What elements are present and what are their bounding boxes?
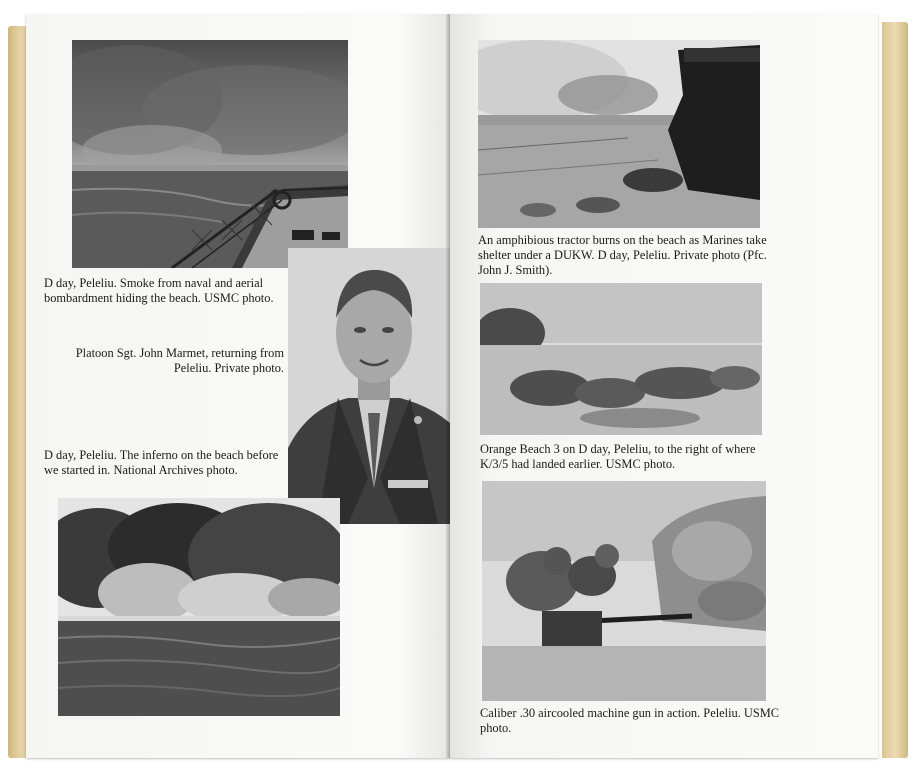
caption-marmet: Platoon Sgt. John Marmet, returning from Peleliu. Private photo. — [75, 346, 284, 375]
left-page — [26, 14, 450, 758]
right-page-edges — [882, 22, 908, 758]
caption-smoke: D day, Peleliu. Smoke from naval and aerial bombardment hiding the beach. USMC photo. — [44, 276, 274, 305]
right-page — [450, 14, 878, 758]
photo-machine-gun — [482, 481, 766, 701]
photo-beach-inferno — [58, 498, 340, 716]
caption-orange-beach: Orange Beach 3 on D day, Peleliu, to the right of where K/3/5 had landed earlier. USMC photo. — [480, 442, 756, 471]
photo-orange-beach — [480, 283, 762, 435]
open-book — [8, 14, 908, 764]
photo-portrait-marmet — [288, 248, 460, 524]
caption-tractor: An amphibious tractor burns on the beach as Marines take shelter under a DUKW. D day, Peleliu. Private photo (Pfc. John J. Smith). — [478, 233, 767, 277]
caption-inferno: D day, Peleliu. The inferno on the beach before we started in. National Archives photo. — [44, 448, 279, 477]
photo-ship-bow-smoke — [72, 40, 348, 268]
caption-machine-gun: Caliber .30 aircooled machine gun in action. Peleliu. USMC photo. — [480, 706, 780, 735]
photo-amphibious-tractor — [478, 40, 760, 228]
